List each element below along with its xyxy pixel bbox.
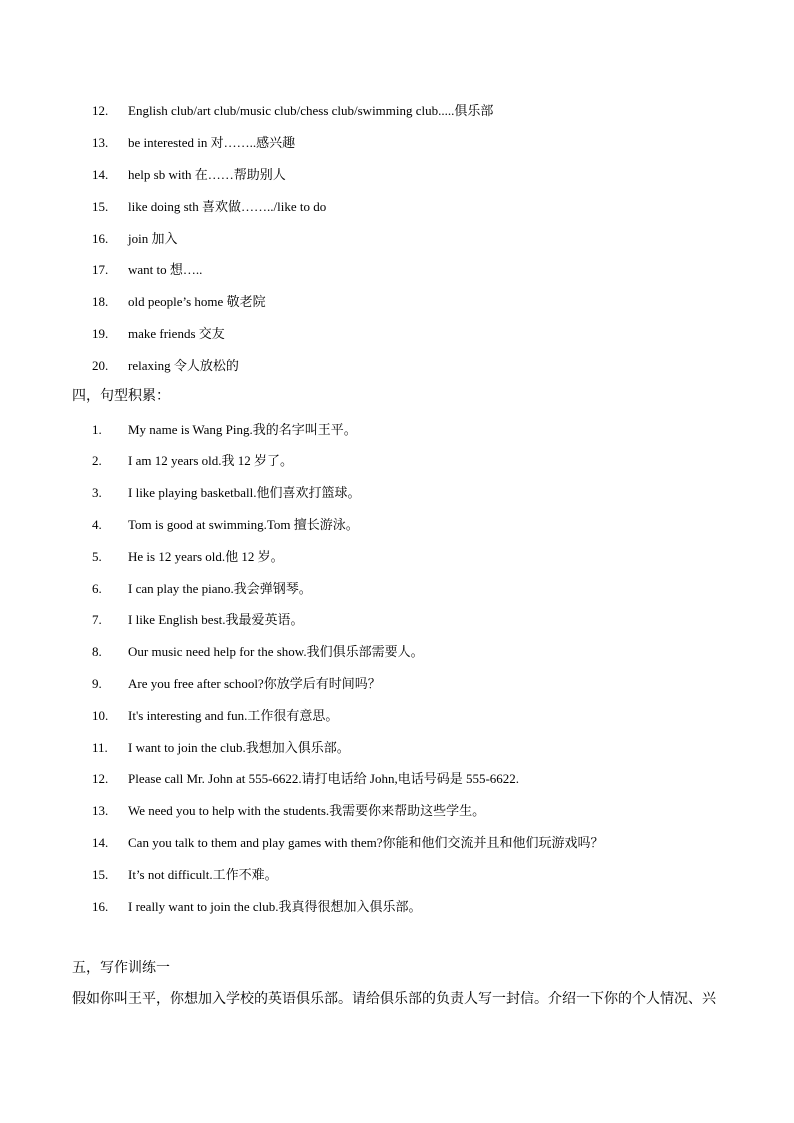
item-number: 19. xyxy=(92,326,109,341)
item-text: I really want to join the club.我真得很想加入俱乐部。 xyxy=(128,899,422,914)
item-text: He is 12 years old.他 12 岁。 xyxy=(128,549,284,564)
item-text: want to 想….. xyxy=(128,262,203,277)
item-number: 3. xyxy=(92,485,102,500)
item-number: 7. xyxy=(92,612,102,627)
item-number: 5. xyxy=(92,549,102,564)
item-text: My name is Wang Ping.我的名字叫王平。 xyxy=(128,422,357,437)
item-number: 11. xyxy=(92,740,108,755)
item-text: Our music need help for the show.我们俱乐部需要人。 xyxy=(128,644,424,659)
paragraph-text: 假如你叫王平，你想加入学校的英语俱乐部。请给俱乐部的负责人写一封信。介绍一下你的个人情况、兴 xyxy=(72,992,716,1007)
item-number: 12. xyxy=(92,103,109,118)
item-number: 10. xyxy=(92,708,109,723)
item-text: like doing sth 喜欢做……../like to do xyxy=(128,199,327,214)
item-text: help sb with 在……帮助别人 xyxy=(128,167,286,182)
item-number: 15. xyxy=(92,199,109,214)
item-text: be interested in 对……..感兴趣 xyxy=(128,135,296,150)
item-number: 16. xyxy=(92,899,109,914)
item-number: 14. xyxy=(92,835,109,850)
item-number: 16. xyxy=(92,231,109,246)
item-text: I can play the piano.我会弹钢琴。 xyxy=(128,581,312,596)
item-number: 1. xyxy=(92,422,102,437)
item-text: I like playing basketball.他们喜欢打篮球。 xyxy=(128,485,361,500)
section-heading: 四，句型积累： xyxy=(72,389,170,404)
item-number: 17. xyxy=(92,262,109,277)
item-text: Please call Mr. John at 555-6622.请打电话给 John,电话号码是 555-6622. xyxy=(128,771,520,786)
item-number: 4. xyxy=(92,517,102,532)
item-text: join 加入 xyxy=(128,231,178,246)
item-text: It’s not difficult.工作不难。 xyxy=(128,867,278,882)
item-text: I want to join the club.我想加入俱乐部。 xyxy=(128,740,350,755)
item-number: 2. xyxy=(92,453,102,468)
item-number: 9. xyxy=(92,676,102,691)
section-heading: 五，写作训练一 xyxy=(72,961,170,976)
item-text: We need you to help with the students.我需要你来帮助这些学生。 xyxy=(128,803,486,818)
item-text: Tom is good at swimming.Tom 擅长游泳。 xyxy=(128,517,359,532)
item-number: 13. xyxy=(92,803,109,818)
item-text: make friends 交友 xyxy=(128,326,225,341)
item-text: I like English best.我最爱英语。 xyxy=(128,612,304,627)
item-number: 13. xyxy=(92,135,109,150)
item-text: Are you free after school?你放学后有时间吗？ xyxy=(128,676,381,691)
item-text: I am 12 years old.我 12 岁了。 xyxy=(128,453,294,468)
item-number: 18. xyxy=(92,294,109,309)
item-text: old people’s home 敬老院 xyxy=(128,294,266,309)
item-number: 20. xyxy=(92,358,109,373)
item-text: It's interesting and fun.工作很有意思。 xyxy=(128,708,339,723)
item-text: Can you talk to them and play games with them?你能和他们交流并且和他们玩游戏吗？ xyxy=(128,835,604,850)
item-text: English club/art club/music club/chess club/swimming club.....俱乐部 xyxy=(128,103,494,118)
item-text: relaxing 令人放松的 xyxy=(128,358,239,373)
item-number: 8. xyxy=(92,644,102,659)
item-number: 15. xyxy=(92,867,109,882)
item-number: 12. xyxy=(92,771,109,786)
item-number: 14. xyxy=(92,167,109,182)
item-number: 6. xyxy=(92,581,102,596)
